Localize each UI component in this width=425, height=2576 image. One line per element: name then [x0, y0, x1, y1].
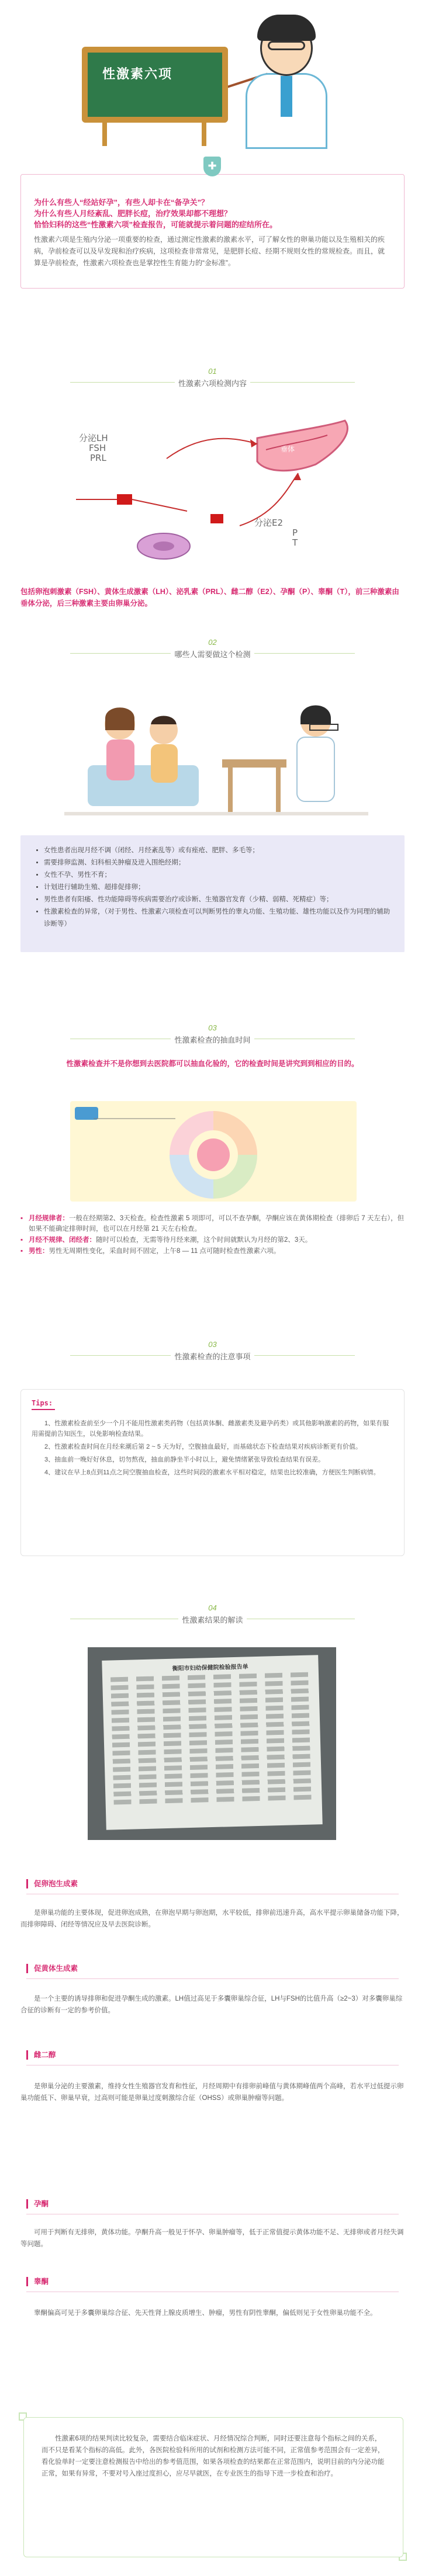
- list-item: • 女性患者出现月经不调（闭经、月经紊乱等）或有痤疮、肥胖、多毛等；: [44, 845, 394, 857]
- timing-item: [20, 1235, 405, 1245]
- timing-list: [20, 1213, 405, 1257]
- final-text: 性激素6项的结果判读比较复杂，需要结合临床症状、月经情况综合判断，同时还要注意每个指标之间的关系，而不只是看某个指标的高低。此外，各医院检验科所用的试剂和检测方法可能不同，正常值参考范围会有一定差异，看化验单时一定要注意检测报告中给出的参考值范围，如果各项检查的结果都在正常范围内，说明目前的内分泌功能正常，如果有异常，不要对号入座过度担心，应尽早就医，在专业医生的指导下进一步检查和治疗。: [42, 2435, 385, 2477]
- section-title: [0, 648, 425, 659]
- doctor-coat: [297, 737, 334, 801]
- timing-intro: 性激素检查并不是你想到去医院都可以抽血化验的，它的检查时间是讲究到到相应的目的。: [66, 1060, 359, 1068]
- tip-item: 3、抽血前一晚好好休息，切勿熬夜，抽血前静坐半小时以上，避免情绪紧张导致检查结果有误差。: [44, 1456, 325, 1463]
- bottom-label-3: T: [292, 537, 298, 548]
- timing-text: 男性无周期性变化，采血时间不固定，上午8 — 11 点可随时检查性激素六项。: [49, 1248, 281, 1255]
- ovary-box: [210, 514, 223, 523]
- floor: [64, 812, 368, 815]
- doctor-hair: [300, 706, 331, 725]
- tips-box: [20, 1389, 405, 1556]
- top-label-1: 分泌LH: [79, 433, 108, 443]
- section-number: 03: [208, 1023, 217, 1032]
- section-number: 02: [208, 638, 217, 647]
- section-title-text: 性激素六项检测内容: [175, 377, 250, 388]
- hero-banner: [0, 0, 425, 175]
- pituitary-box: [117, 494, 132, 505]
- top-label-3: PRL: [90, 453, 106, 463]
- uterus-shape: [257, 421, 347, 471]
- report-title: 衡阳市妇幼保健院检验报告单: [172, 1664, 248, 1672]
- interp-text: 是卵巢分泌的主要激素，维持女性生殖器官发育和性征，月经周期中有排卵前峰值与黄体期峰值两个高峰，若水平过低提示卵巢功能低下、卵巢早衰，过高则可能是卵巢过度刺激综合征（OHSS）或卵巢肿瘤等问题。: [20, 2083, 404, 2102]
- interp-heading: 促黄体生成素: [26, 1964, 78, 1973]
- shield-icon: ✚: [203, 157, 221, 176]
- interp-heading: 睾酮: [26, 2277, 49, 2286]
- interp-text: 是一个主要的诱导排卵和促进孕酮生成的激素。LH值过高见于多囊卵巢综合征，LH与FSH的比值升高（≥2~3）对多囊卵巢综合征的诊断有一定的参考价值。: [20, 1995, 403, 2014]
- people-svg: [64, 689, 368, 824]
- tip-item: 2、性激素检查时间在月经来潮后第 2 ~ 5 天为好，空腹抽血最好，而基础状态下检查结果对疾病诊断更有价值。: [44, 1443, 362, 1450]
- list-item: • 女性不孕、男性不育；: [44, 869, 394, 881]
- arrow-curve-top: [167, 439, 257, 459]
- list-item: • 性激素检查的异常，（对于男性、性激素六项检查可以判断男性的睾丸功能、生殖功能、雄性功能以及作为同理的辅助诊断等）: [44, 906, 394, 931]
- bottom-label-2: P: [292, 527, 298, 538]
- board-leg-right: [202, 123, 206, 146]
- who-list: [44, 845, 394, 931]
- section-number: 03: [208, 1340, 217, 1349]
- ovary-core: [153, 541, 174, 551]
- cycle-svg: [70, 1101, 357, 1202]
- intro-question-2: 为什么有些人月经紊乱、肥胖长痘，治疗效果却都不理想？: [34, 209, 232, 218]
- board-title: 性激素六项: [102, 67, 173, 82]
- list-item: • 需要排卵监测、妇科相关肿瘤及进入围绝经期；: [44, 857, 394, 869]
- people-illustration: [64, 689, 368, 824]
- arrow-head-top: [250, 439, 257, 447]
- doctor-tie: [281, 76, 292, 117]
- timing-item: [20, 1213, 405, 1234]
- uterus-label: 垂体: [281, 445, 295, 453]
- desk-leg: [276, 768, 281, 812]
- tips-label: Tips:: [32, 1399, 53, 1407]
- timing-label: 月经不规律、闭经者：: [29, 1237, 96, 1244]
- top-label-2: FSH: [89, 443, 106, 453]
- interp-heading: 孕酮: [26, 2199, 49, 2209]
- list-item: • 男性患者有阳痿、性功能障碍等疾病需要治疗或诊断、生殖器官发育（少精、弱精、死精症）等；: [44, 894, 394, 906]
- interp-divider: [26, 1978, 399, 1979]
- timing-label: 男性：: [29, 1248, 49, 1255]
- chalkboard: [82, 47, 228, 123]
- intro-question-3: 恰恰妇科的这些“性激素六项”检查报告，可能就提示着问题的症结所在。: [34, 220, 278, 229]
- section-title-text: 性激素检查的注意事项: [171, 1351, 254, 1362]
- intro-question-1: 为什么有些人“经站好孕”，有些人却卡在“备孕关”？: [34, 198, 209, 207]
- sofa: [88, 765, 199, 806]
- timing-label: 月经规律者：: [29, 1215, 69, 1222]
- section-title: [0, 377, 425, 388]
- interp-heading: 促卵泡生成素: [26, 1879, 78, 1888]
- report-photo: [88, 1647, 336, 1840]
- section-number: 04: [208, 1603, 217, 1612]
- timing-text: 一般在经期第2、3天检查。检查性激素 5 项即可，可以不查孕酮，孕酮应该在黄体期检查（排卵后 7 天左右），但如果不能确定排卵时间，也可以在月经第 21 天左右检查。: [29, 1215, 405, 1233]
- doctor-glasses: [268, 41, 305, 50]
- section-title-text: 性激素检查的抽血时间: [171, 1034, 254, 1045]
- section-title: [0, 1351, 425, 1362]
- interp-heading: 雌二醇: [26, 2050, 56, 2060]
- cycle-tag: [75, 1107, 98, 1120]
- final-box: [23, 2417, 403, 2557]
- tip-item: 4、建议在早上8点到11点之间空腹抽血检查，这些时间段的激素水平相对稳定，结果也比较准确，方便医生判断病情。: [44, 1469, 380, 1476]
- person-body: [106, 740, 134, 780]
- interp-text: 可用于判断有无排卵，黄体功能。孕酮升高一般见于怀孕、卵巢肿瘤等，低于正常值提示黄体功能不足、无排卵或者月经失调等问题。: [20, 2229, 404, 2248]
- section-title-text: 性激素结果的解读: [178, 1614, 246, 1625]
- bottom-label-1: 分泌E2: [254, 518, 284, 528]
- timing-text: 随时可以检查，无需等待月经来潮，这个时间就默认为月经的第2、3天。: [96, 1237, 312, 1244]
- desk: [222, 759, 286, 768]
- person-hair: [151, 716, 177, 726]
- cycle-center: [197, 1138, 230, 1171]
- interp-text: 是卵巢功能的主要体现，促进卵泡成熟，在卵泡早期与卵泡期，水平较低，排卵前迅速升高，高水平提示卵巢储备功能下降，而排卵障碍、闭经等情况应及早去医院诊断。: [20, 1910, 404, 1928]
- six-items-text: 包括卵泡刺激素（FSH）、黄体生成激素（LH）、泌乳素（PRL）、雌二醇（E2）、孕酮（P）、睾酮（T），前三种激素由垂体分泌，后三种激素主要由卵巢分泌。: [20, 588, 399, 607]
- section-title: [0, 1614, 425, 1625]
- person-hair: [105, 707, 134, 730]
- person-body: [151, 744, 178, 783]
- interp-text: 睾酮偏高可见于多囊卵巢综合征、先天性肾上腺皮质增生、肿瘤，男性有阴性睾酮，偏低则见于女性卵巢功能不全。: [34, 2310, 377, 2317]
- list-item: • 计划进行辅助生殖、超排促排卵；: [44, 881, 394, 894]
- section-title-text: 哪些人需要做这个检测: [171, 648, 254, 659]
- hormone-diagram-svg: [64, 409, 362, 572]
- intro-paragraph: 性激素六项是生殖内分泌一项重要的检查，通过测定性激素的激素水平，可了解女性的卵巢功能以及生殖相关的疾病，孕前检查可以及早发现和治疗疾病，这项检查非常常见，是肥胖长痘、经期不规则女性的常规检查。而且，就算是孕前检查，性激素六项检查也是掌控性生育能力的“金标准”。: [34, 235, 385, 267]
- who-list-box: [20, 835, 405, 952]
- section-number: 01: [208, 367, 217, 376]
- cycle-chart: [70, 1101, 357, 1202]
- hormone-diagram: [64, 409, 362, 572]
- tips-underline: [32, 1409, 55, 1410]
- desk-leg: [228, 768, 233, 812]
- timing-item: [20, 1246, 405, 1256]
- report-row: [114, 1794, 314, 1804]
- doctor-hair: [257, 15, 316, 41]
- section-title: [0, 1034, 425, 1045]
- intro-box: [20, 174, 405, 289]
- board-leg-left: [102, 123, 107, 146]
- arrow-mid-line: [132, 499, 187, 511]
- report-paper: [102, 1655, 322, 1830]
- tip-item: 1、性激素检查前至少一个月不能用性激素类药物（包括黄体酮、雌激素类及避孕药类）或其他影响激素的药物，如果有服用需提前告知医生，以免影响检查结果。: [32, 1420, 389, 1438]
